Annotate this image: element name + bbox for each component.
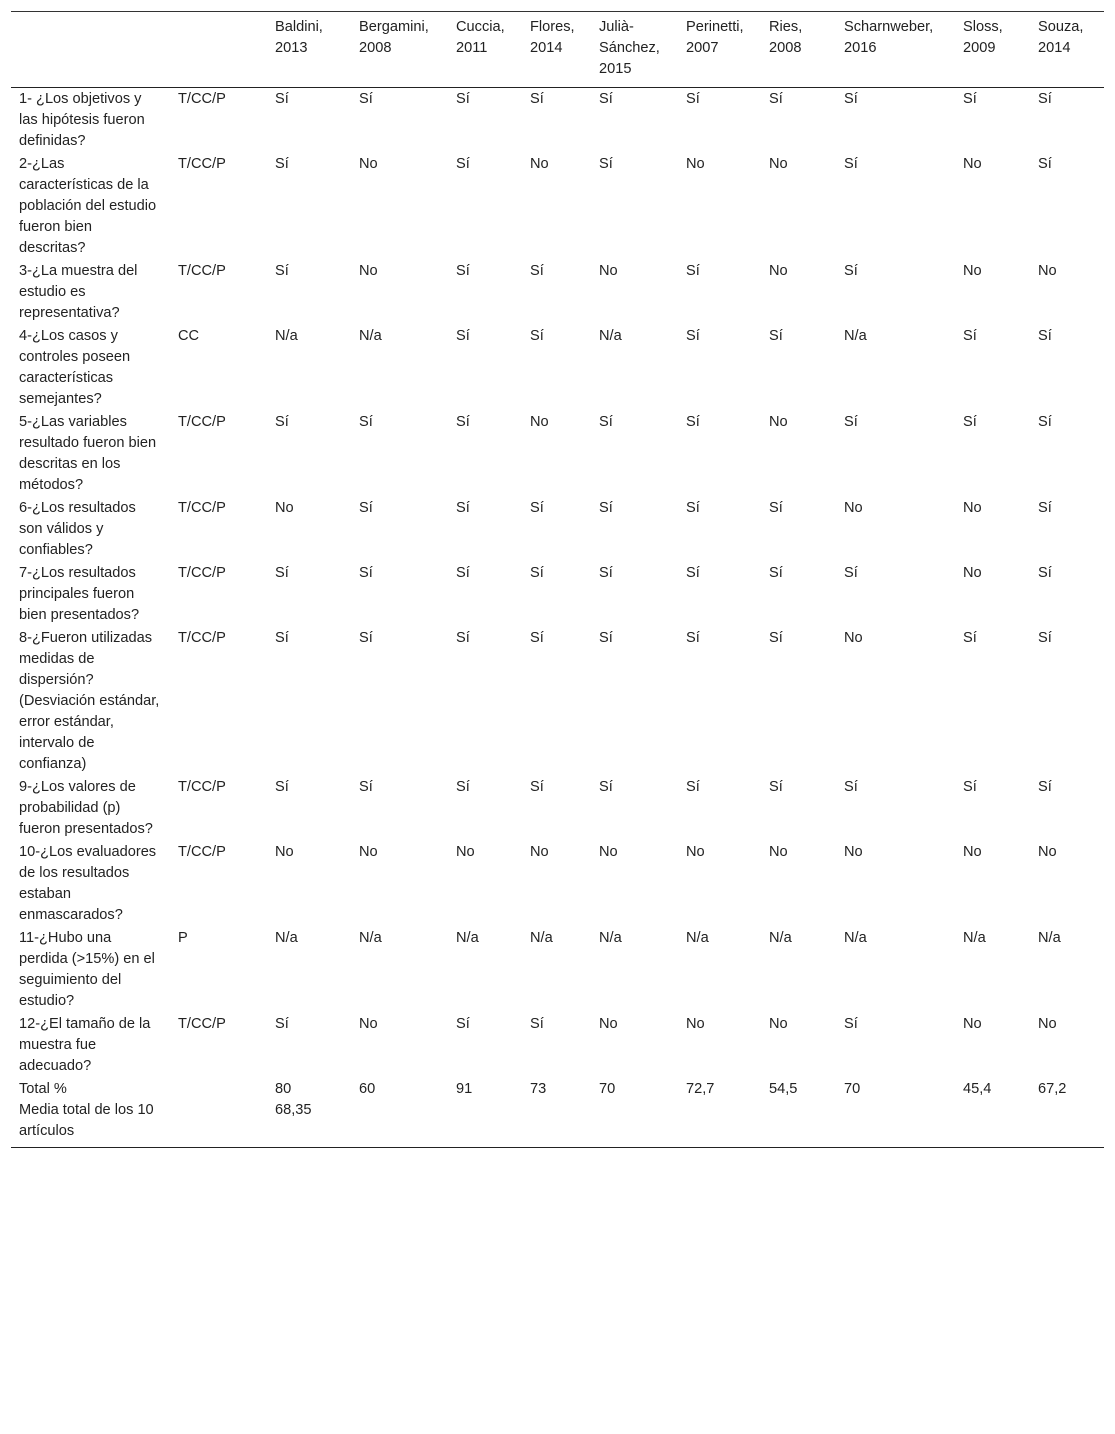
table-row [11,561,1104,626]
question-cell: 4-¿Los casos y controles poseen características semejantes? [19,328,131,407]
question-cell: 3-¿La muestra del estudio es representativa? [19,263,138,321]
header-cell-study: Perinetti, 2007 [678,12,761,88]
value-cell: Sí [769,630,783,646]
question-cell: 9-¿Los valores de probabilidad (p) fueron presentados? [19,779,153,837]
value-cell: Sí [686,263,700,279]
value-cell: No [963,156,982,172]
value-cell: Sí [844,1016,858,1032]
total-value: 72,7 [686,1081,715,1097]
value-cell: Sí [359,500,373,516]
value-cell: No [359,156,378,172]
value-cell: Sí [275,91,289,107]
value-cell: Sí [456,156,470,172]
quality-assessment-table [11,11,1104,1148]
value-cell: Sí [359,565,373,581]
value-cell: N/a [275,328,298,344]
value-cell: Sí [599,630,613,646]
total-value-cell [1030,1077,1104,1148]
value-cell: Sí [1038,414,1052,430]
value-cell: N/a [686,930,709,946]
table-row [11,259,1104,324]
value-cell: Sí [530,565,544,581]
header-cell-study: Ries, 2008 [761,12,836,88]
value-cell: Sí [530,630,544,646]
question-cell: 5-¿Las variables resultado fueron bien descritas en los métodos? [19,414,157,493]
table-row [11,775,1104,840]
value-cell: Sí [963,328,977,344]
value-cell: Sí [963,91,977,107]
total-value: 60 [359,1081,376,1097]
table-row [11,496,1104,561]
table-row [11,152,1104,259]
value-cell: Sí [456,414,470,430]
value-cell: Sí [359,91,373,107]
value-cell: Sí [456,1016,470,1032]
total-label-cell [11,1077,170,1148]
value-cell: Sí [1038,630,1052,646]
question-cell: 8-¿Fueron utilizadas medidas de dispersión? (Desviación estándar, error estándar, intervalo de confianza) [19,630,160,772]
question-cell: 6-¿Los resultados son válidos y confiables? [19,500,136,558]
header-cell-study: Flores, 2014 [522,12,591,88]
type-cell: T/CC/P [178,156,226,172]
question-cell: 12-¿El tamaño de la muestra fue adecuado? [19,1016,151,1074]
total-value: 54,5 [769,1081,798,1097]
question-cell: 2-¿Las características de la población del estudio fueron bien descritas? [19,156,157,256]
type-cell: T/CC/P [178,630,226,646]
value-cell: No [1038,1016,1057,1032]
total-value: 67,2 [1038,1081,1067,1097]
question-cell: 10-¿Los evaluadores de los resultados estaban enmascarados? [19,844,157,923]
header-cell-question [11,12,170,88]
header-cell-study: Baldini, 2013 [267,12,351,88]
table-row [11,324,1104,410]
value-cell: Sí [844,779,858,795]
value-cell: Sí [844,414,858,430]
total-value: 80 [275,1081,292,1097]
value-cell: Sí [1038,500,1052,516]
value-cell: No [359,263,378,279]
value-cell: Sí [1038,156,1052,172]
value-cell: Sí [530,500,544,516]
value-cell: Sí [456,565,470,581]
value-cell: N/a [359,930,382,946]
value-cell: Sí [844,565,858,581]
value-cell: No [844,630,863,646]
value-cell: No [275,844,294,860]
value-cell: Sí [456,328,470,344]
value-cell: No [963,565,982,581]
value-cell: N/a [963,930,986,946]
total-value-cell [836,1077,955,1148]
value-cell: Sí [456,500,470,516]
value-cell: N/a [769,930,792,946]
value-cell: Sí [359,414,373,430]
value-cell: Sí [599,565,613,581]
value-cell: Sí [530,1016,544,1032]
value-cell: Sí [963,779,977,795]
total-value-cell [591,1077,678,1148]
value-cell: No [686,1016,705,1032]
type-cell: CC [178,328,200,344]
value-cell: Sí [275,1016,289,1032]
value-cell: Sí [686,630,700,646]
table-row [11,1012,1104,1077]
type-cell: T/CC/P [178,91,226,107]
value-cell: Sí [599,156,613,172]
value-cell: Sí [769,779,783,795]
type-cell: T/CC/P [178,500,226,516]
total-value-cell [678,1077,761,1148]
value-cell: Sí [1038,91,1052,107]
value-cell: Sí [359,779,373,795]
header-cell-study: Souza, 2014 [1030,12,1104,88]
value-cell: Sí [599,500,613,516]
value-cell: Sí [844,156,858,172]
value-cell: Sí [686,779,700,795]
value-cell: Sí [963,414,977,430]
type-cell: T/CC/P [178,565,226,581]
question-cell: 7-¿Los resultados principales fueron bien presentados? [19,565,140,623]
value-cell: N/a [456,930,479,946]
type-cell: T/CC/P [178,263,226,279]
value-cell: Sí [275,565,289,581]
table-row [11,840,1104,926]
value-cell: No [359,1016,378,1032]
value-cell: Sí [769,328,783,344]
value-cell: Sí [1038,328,1052,344]
value-cell: Sí [456,630,470,646]
value-cell: No [599,263,618,279]
value-cell: Sí [1038,779,1052,795]
type-cell [170,1077,267,1148]
value-cell: No [530,844,549,860]
type-cell: T/CC/P [178,1016,226,1032]
value-cell: Sí [530,779,544,795]
value-cell: N/a [599,930,622,946]
value-cell: No [844,844,863,860]
value-cell: No [769,156,788,172]
value-cell: No [963,263,982,279]
total-value-cell [955,1077,1030,1148]
value-cell: No [1038,263,1057,279]
value-cell: No [1038,844,1057,860]
value-cell: N/a [1038,930,1061,946]
value-cell: Sí [530,328,544,344]
value-cell: No [963,844,982,860]
value-cell: No [769,414,788,430]
value-cell: No [963,1016,982,1032]
value-cell: No [844,500,863,516]
value-cell: Sí [275,779,289,795]
value-cell: Sí [963,630,977,646]
table-row [11,626,1104,775]
type-cell: T/CC/P [178,779,226,795]
value-cell: Sí [599,91,613,107]
value-cell: Sí [599,414,613,430]
value-cell: No [686,844,705,860]
table-header-row [11,12,1104,88]
table-row [11,926,1104,1012]
total-value: 70 [599,1081,616,1097]
question-cell: 11-¿Hubo una perdida (>15%) en el seguimiento del estudio? [19,930,155,1009]
value-cell: Sí [844,91,858,107]
value-cell: Sí [599,779,613,795]
value-cell: Sí [686,414,700,430]
value-cell: Sí [769,91,783,107]
value-cell: Sí [769,500,783,516]
value-cell: No [686,156,705,172]
value-cell: No [769,263,788,279]
total-row [11,1077,1104,1148]
value-cell: No [963,500,982,516]
value-cell: Sí [1038,565,1052,581]
value-cell: N/a [844,930,867,946]
header-cell-study: Sloss, 2009 [955,12,1030,88]
question-cell: 1- ¿Los objetivos y las hipótesis fueron definidas? [19,91,145,149]
value-cell: Sí [359,630,373,646]
value-cell: Sí [456,263,470,279]
total-label: Total % [19,1081,67,1097]
header-cell-type [170,12,267,88]
type-cell: P [178,930,188,946]
value-cell: No [530,414,549,430]
total-value: 73 [530,1081,547,1097]
value-cell: No [359,844,378,860]
value-cell: Sí [686,328,700,344]
table-body [11,88,1104,1148]
total-value-cell [351,1077,448,1148]
total-value: 91 [456,1081,473,1097]
value-cell: Sí [530,263,544,279]
value-cell: Sí [769,565,783,581]
value-cell: N/a [530,930,553,946]
mean-value: 68,35 [275,1102,312,1118]
value-cell: Sí [275,414,289,430]
value-cell: N/a [275,930,298,946]
table-row [11,88,1104,153]
value-cell: Sí [456,91,470,107]
value-cell: Sí [275,263,289,279]
value-cell: No [599,844,618,860]
total-value-cell [761,1077,836,1148]
value-cell: Sí [275,156,289,172]
total-value-cell [522,1077,591,1148]
total-value: 70 [844,1081,861,1097]
value-cell: Sí [686,500,700,516]
total-value: 45,4 [963,1081,992,1097]
total-value-cell [448,1077,522,1148]
header-cell-study: Bergamini, 2008 [351,12,448,88]
type-cell: T/CC/P [178,844,226,860]
value-cell: No [456,844,475,860]
table-row [11,410,1104,496]
value-cell: N/a [844,328,867,344]
value-cell: Sí [686,565,700,581]
value-cell: N/a [359,328,382,344]
value-cell: Sí [686,91,700,107]
value-cell: Sí [275,630,289,646]
type-cell: T/CC/P [178,414,226,430]
header-cell-study: Cuccia, 2011 [448,12,522,88]
value-cell: No [769,844,788,860]
value-cell: No [599,1016,618,1032]
mean-label: Media total de los 10 artículos [19,1102,154,1139]
value-cell: Sí [530,91,544,107]
value-cell: No [769,1016,788,1032]
value-cell: No [530,156,549,172]
total-value-cell [267,1077,351,1148]
value-cell: No [275,500,294,516]
value-cell: Sí [844,263,858,279]
value-cell: N/a [599,328,622,344]
header-cell-study: Scharnweber, 2016 [836,12,955,88]
header-cell-study: Julià-Sánchez, 2015 [591,12,678,88]
value-cell: Sí [456,779,470,795]
